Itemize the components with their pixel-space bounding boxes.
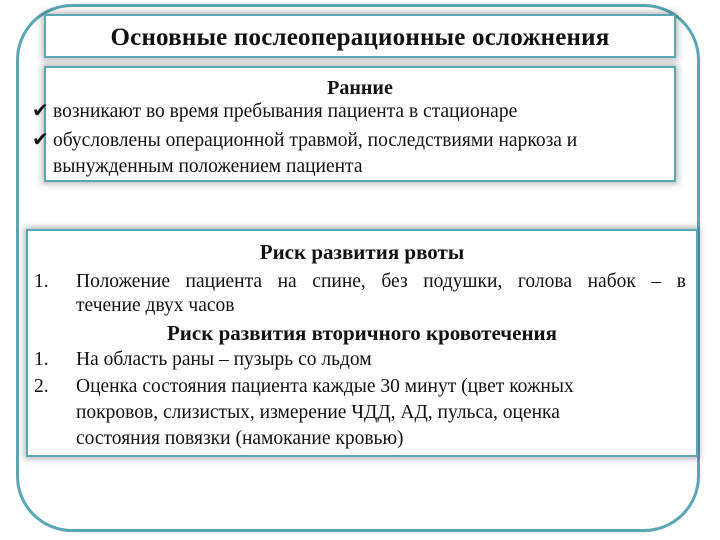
bleeding-item-2-line-1: Оценка состояния пациента каждые 30 минут (цвет кожных: [76, 376, 574, 397]
early-complications-box: [32, 66, 676, 182]
bleeding-item-2-line-2: покровов, слизистых, измерение ЧДД, АД, пульса, оценка: [76, 402, 560, 423]
bleeding-item-2-line-3: состояния повязки (намокание кровью): [76, 428, 404, 449]
page-title: Основные послеоперационные осложнения: [110, 24, 610, 51]
bleeding-risk-heading: Риск развития вторичного кровотечения: [166, 321, 558, 345]
early-item-1: возникают во время пребывания пациента в стационаре: [53, 101, 518, 122]
bleeding-item-1: На область раны – пузырь со льдом: [76, 349, 372, 370]
risk-box: [26, 229, 698, 457]
early-item-2-continued: вынужденным положением пациента: [53, 156, 363, 177]
vomiting-risk-heading: Риск развития рвоты: [259, 240, 465, 264]
list-number: 1.: [34, 271, 49, 292]
early-heading: Ранние: [327, 77, 393, 99]
checkmark-icon: ✔: [32, 98, 49, 122]
vomiting-item-1-line-2: течение двух часов: [76, 295, 235, 316]
early-item-2: обусловлены операционной травмой, последствиями наркоза и: [53, 130, 578, 151]
title-box: [44, 14, 676, 58]
list-number: 1.: [34, 349, 49, 370]
vomiting-item-1-line-1: Положение пациента на спине, без подушки, голова набок – в: [76, 271, 686, 292]
checkmark-icon: ✔: [32, 127, 49, 151]
list-number: 2.: [34, 376, 49, 397]
